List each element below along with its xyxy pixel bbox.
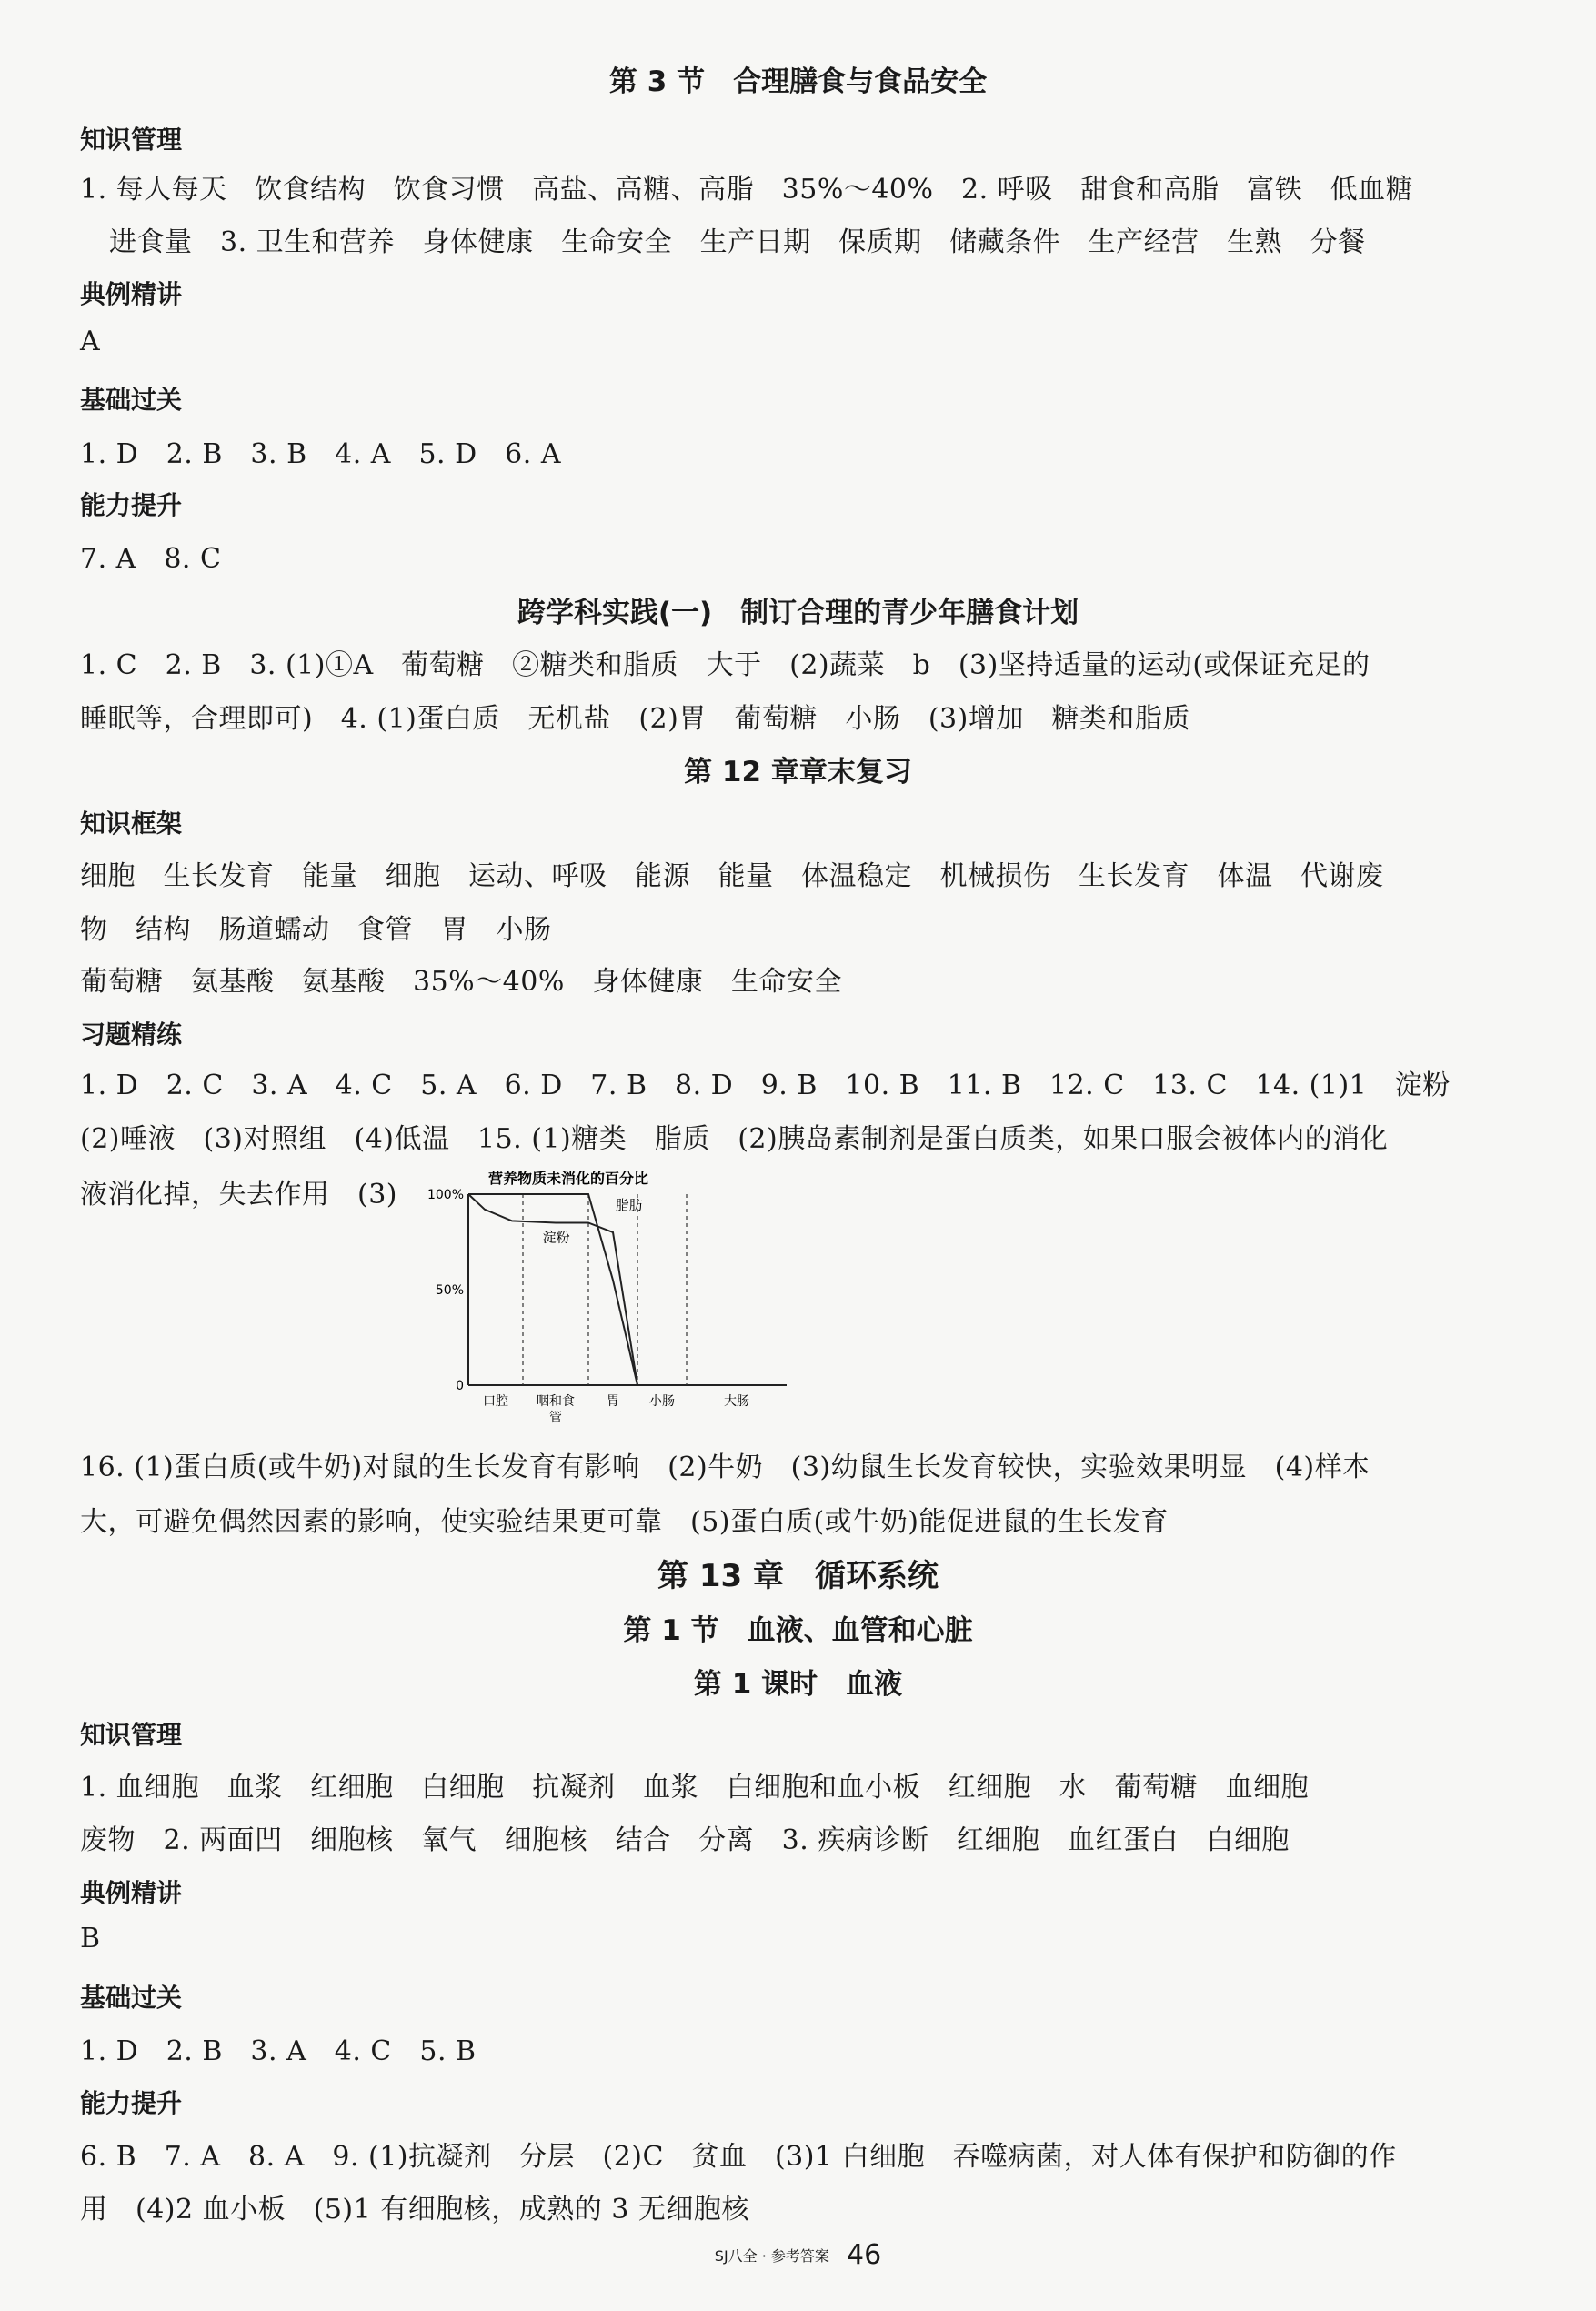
x-tick-label: 咽和食 (537, 1394, 575, 1409)
text-line: 6. B 7. A 8. A 9. (1)抗凝剂 分层 (2)C 贫血 (3)1 白细胞 吞噬病菌，对人体有保护和防御的作 (80, 2141, 1397, 2173)
text-line: (2)唾液 (3)对照组 (4)低温 15. (1)糖类 脂质 (2)胰岛素制剂是蛋白质类，如果口服会被体内的消化 (80, 1123, 1389, 1155)
digestion-chart (414, 1167, 796, 1431)
text-line: 1. D 2. C 3. A 4. C 5. A 6. D 7. B 8. D 9. B 10. B 11. B 12. C 13. C 14. (1)1 淀粉 (80, 1070, 1450, 1101)
page-number: 46 (847, 2239, 882, 2271)
series-line-0 (468, 1194, 637, 1385)
heading-ability: 能力提升 (80, 490, 183, 520)
text-line: 睡眠等，合理即可) 4. (1)蛋白质 无机盐 (2)胃 葡萄糖 小肠 (3)增加 糖类和脂质 (80, 703, 1190, 735)
section-title: 跨学科实践(一) 制订合理的青少年膳食计划 (517, 597, 1079, 629)
page-footer (0, 2239, 1596, 2271)
x-tick-label: 小肠 (649, 1394, 675, 1409)
heading-basic: 基础过关 (80, 1983, 183, 2013)
series-label: 淀粉 (542, 1229, 570, 1246)
chapter-title: 第 13 章 循环系统 (657, 1558, 939, 1594)
text-line: 7. A 8. C (80, 543, 222, 575)
y-tick-label: 0 (456, 1379, 464, 1393)
heading-knowledge: 知识管理 (80, 125, 183, 155)
section-title: 第 1 节 血液、血管和心脏 (623, 1614, 973, 1647)
y-tick-label: 100% (427, 1188, 464, 1202)
text-line: 葡萄糖 氨基酸 氨基酸 35%～40% 身体健康 生命安全 (80, 966, 842, 998)
lesson-title: 第 1 课时 血液 (693, 1668, 903, 1701)
text-line: 1. C 2. B 3. (1)①A 葡萄糖 ②糖类和脂质 大于 (2)蔬菜 b (3)坚持适量的运动(或保证充足的 (80, 649, 1370, 681)
text-line: 用 (4)2 血小板 (5)1 有细胞核，成熟的 3 无细胞核 (80, 2194, 749, 2226)
text-line: 液消化掉，失去作用 (3) (80, 1179, 397, 1211)
chart-title: 营养物质未消化的百分比 (487, 1170, 649, 1187)
text-line: 进食量 3. 卫生和营养 身体健康 生命安全 生产日期 保质期 储藏条件 生产经营 生熟 分餐 (109, 226, 1366, 258)
text-line: 1. D 2. B 3. B 4. A 5. D 6. A (80, 438, 561, 470)
footer-label: SJ八全 · 参考答案 (714, 2247, 829, 2265)
y-tick-label: 50% (435, 1283, 464, 1298)
text-line: 1. D 2. B 3. A 4. C 5. B (80, 2035, 477, 2067)
text-line: 废物 2. 两面凹 细胞核 氧气 细胞核 结合 分离 3. 疾病诊断 红细胞 血红蛋白 白细胞 (80, 1824, 1290, 1856)
heading-frame: 知识框架 (80, 809, 183, 839)
text-line: 1. 血细胞 血浆 红细胞 白细胞 抗凝剂 血浆 白细胞和血小板 红细胞 水 葡萄糖 血细胞 (80, 1772, 1310, 1804)
x-tick-label: 口腔 (483, 1394, 508, 1409)
heading-knowledge: 知识管理 (80, 1720, 183, 1750)
text-line: 16. (1)蛋白质(或牛奶)对鼠的生长发育有影响 (2)牛奶 (3)幼鼠生长发育较快，实验效果明显 (4)样本 (80, 1452, 1370, 1483)
series-label: 脂肪 (615, 1196, 643, 1213)
heading-example: 典例精讲 (80, 279, 183, 309)
heading-example: 典例精讲 (80, 1878, 183, 1908)
heading-practice: 习题精练 (80, 1020, 183, 1050)
text-line: B (80, 1923, 101, 1954)
x-tick-label: 胃 (607, 1394, 619, 1409)
text-line: 1. 每人每天 饮食结构 饮食习惯 高盐、高糖、高脂 35%～40% 2. 呼吸 甜食和高脂 富铁 低血糖 (80, 174, 1414, 206)
text-line: 物 结构 肠道蠕动 食管 胃 小肠 (80, 914, 552, 946)
heading-ability: 能力提升 (80, 2088, 183, 2118)
heading-basic: 基础过关 (80, 385, 183, 415)
text-line: 细胞 生长发育 能量 细胞 运动、呼吸 能源 能量 体温稳定 机械损伤 生长发育 体温 代谢废 (80, 860, 1384, 892)
section-title: 第 12 章章末复习 (684, 756, 912, 789)
x-tick-label: 大肠 (724, 1394, 749, 1409)
section-title: 第 3 节 合理膳食与食品安全 (608, 65, 988, 98)
text-line: A (80, 326, 101, 357)
text-line: 大，可避免偶然因素的影响，使实验结果更可靠 (5)蛋白质(或牛奶)能促进鼠的生长发育 (80, 1506, 1169, 1538)
x-tick-label: 管 (549, 1411, 562, 1425)
